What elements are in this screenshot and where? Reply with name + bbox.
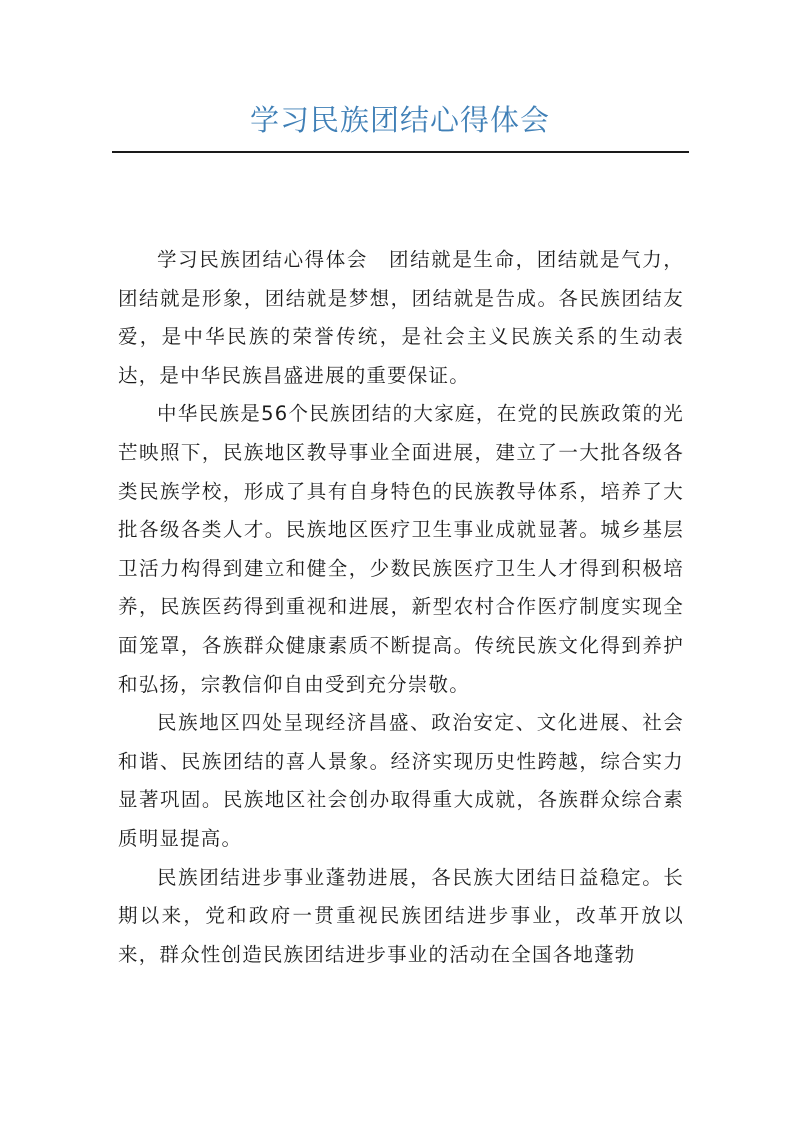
document-title: 学习民族团结心得体会 [249,103,550,137]
paragraph-1: 学习民族团结心得体会 团结就是生命，团结就是气力，团结就是形象，团结就是梦想，团结就是告成。各民族团结友爱，是中华民族的荣誉传统，是社会主义民族关系的生动表达，是中华民族昌盛进展的重要保证。 [118,248,684,387]
document-body [118,241,684,974]
paragraph-3: 民族地区四处呈现经济昌盛、政治安定、文化进展、社会和谐、民族团结的喜人景象。经济实现历史性跨越，综合实力显著巩固。民族地区社会创办取得重大成就，各族群众综合素质明显提高。 [118,711,684,850]
paragraph-2: 中华民族是56个民族团结的大家庭，在党的民族政策的光芒映照下，民族地区教导事业全面进展，建立了一大批各级各类民族学校，形成了具有自身特色的民族教导体系，培养了大批各级各类人才。民族地区医疗卫生事业成就显著。城乡基层卫活力构得到建立和健全，少数民族医疗卫生人才得到积极培养，民族医药得到重视和进展，新型农村合作医疗制度实现全面笼罩，各族群众健康素质不断提高。传统民族文化得到养护和弘扬，宗教信仰自由受到充分崇敬。 [118,402,684,696]
title-underline [112,151,689,153]
paragraph-4: 民族团结进步事业蓬勃进展，各民族大团结日益稳定。长期以来，党和政府一贯重视民族团结进步事业，改革开放以来，群众性创造民族团结进步事业的活动在全国各地蓬勃 [118,865,684,966]
